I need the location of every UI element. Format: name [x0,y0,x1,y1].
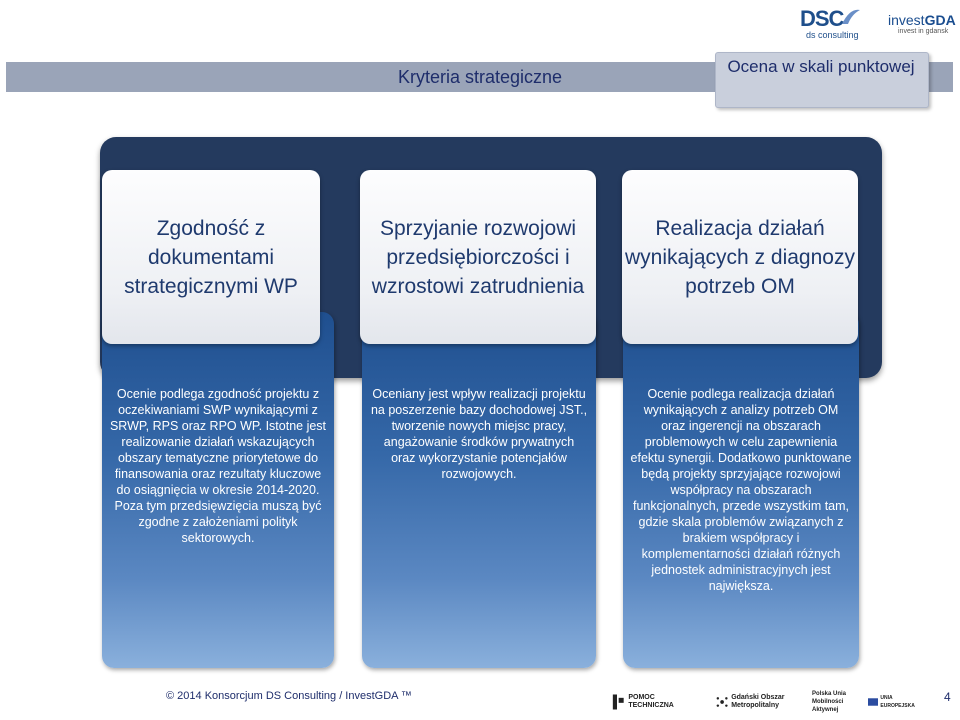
criterion-column-2 [362,312,596,668]
dsc-logo [800,8,864,42]
investgda-logo-sub: invest in gdansk [898,28,949,35]
dsc-swoosh-icon [840,6,862,28]
criterion-description-2: Oceniany jest wpływ realizacji projektu na poszerzenie bazy dochodowej JST., tworzenie nowych miejsc pracy, angażowanie środków prywatnych oraz wykorzystanie potencjałów rozwojowych. [370,387,588,481]
criterion-card-3 [622,170,858,344]
dsc-logo-mark: DSC [800,6,844,31]
page-title: Kryteria strategiczne [397,67,563,87]
gdansk-obszar-icon [716,692,728,712]
gdansk-obszar-logo: Gdański Obszar Metropolitalny [716,688,794,716]
dsc-logo-sub: ds consulting [806,30,859,40]
criterion-card-1 [102,170,320,344]
criterion-title-3: Realizacja działań wynikających z diagnozy potrzeb OM [625,216,855,298]
investgda-logo [888,12,958,40]
footer-copyright: © 2014 Konsorcjum DS Consulting / InvestGDA ™ [166,690,412,702]
unia-europejska-logo: UNIA EUROPEJSKA [868,688,916,716]
pum-logo: Polska Unia Mobilności Aktywnej [812,691,847,713]
pomoc-techniczna-logo: POMOC TECHNICZNA [612,688,690,716]
footer-logos [612,688,915,718]
eu-flag-icon [868,697,878,707]
criterion-description-3: Ocenie podlega realizacja działań wynikających z analizy potrzeb OM oraz ingerencji na obszarach problemowych w celu zapewnienia efektu synergii. Dodatkowo punktowane będą projekty sprzyjające rozwojowi współpracy na obszarach funkcjonalnych, przede wszystkim tam, gdzie skala problemów związanych z brakiem współpracy i komplementarności działań różnych jednostek administracyjnych jest największa. [630,387,852,593]
investgda-logo-mark: investGDA [888,12,956,28]
criterion-title-1: Zgodność z dokumentami strategicznymi WP [124,216,298,298]
score-label: Ocena w skali punktowej [727,57,915,76]
criterion-title-2: Sprzyjanie rozwojowi przedsiębiorczości i wzrostowi zatrudnienia [371,216,585,298]
criterion-card-2 [360,170,596,344]
criterion-description-1: Ocenie podlega zgodność projektu z oczekiwaniami SWP wynikającymi z SRWP, RPS oraz RPO WP. Istotne jest realizowanie działań wskazujących obszary tematyczne priorytetowe do finansowania oraz rezultaty kluczowe do osiągnięcia w okresie 2014-2020. Poza tym przedsięwzięcia muszą być zgodne z założeniami polityk sektorowych. [109,387,327,545]
page-number: 4 [944,690,951,704]
pomoc-techniczna-icon [612,691,625,713]
